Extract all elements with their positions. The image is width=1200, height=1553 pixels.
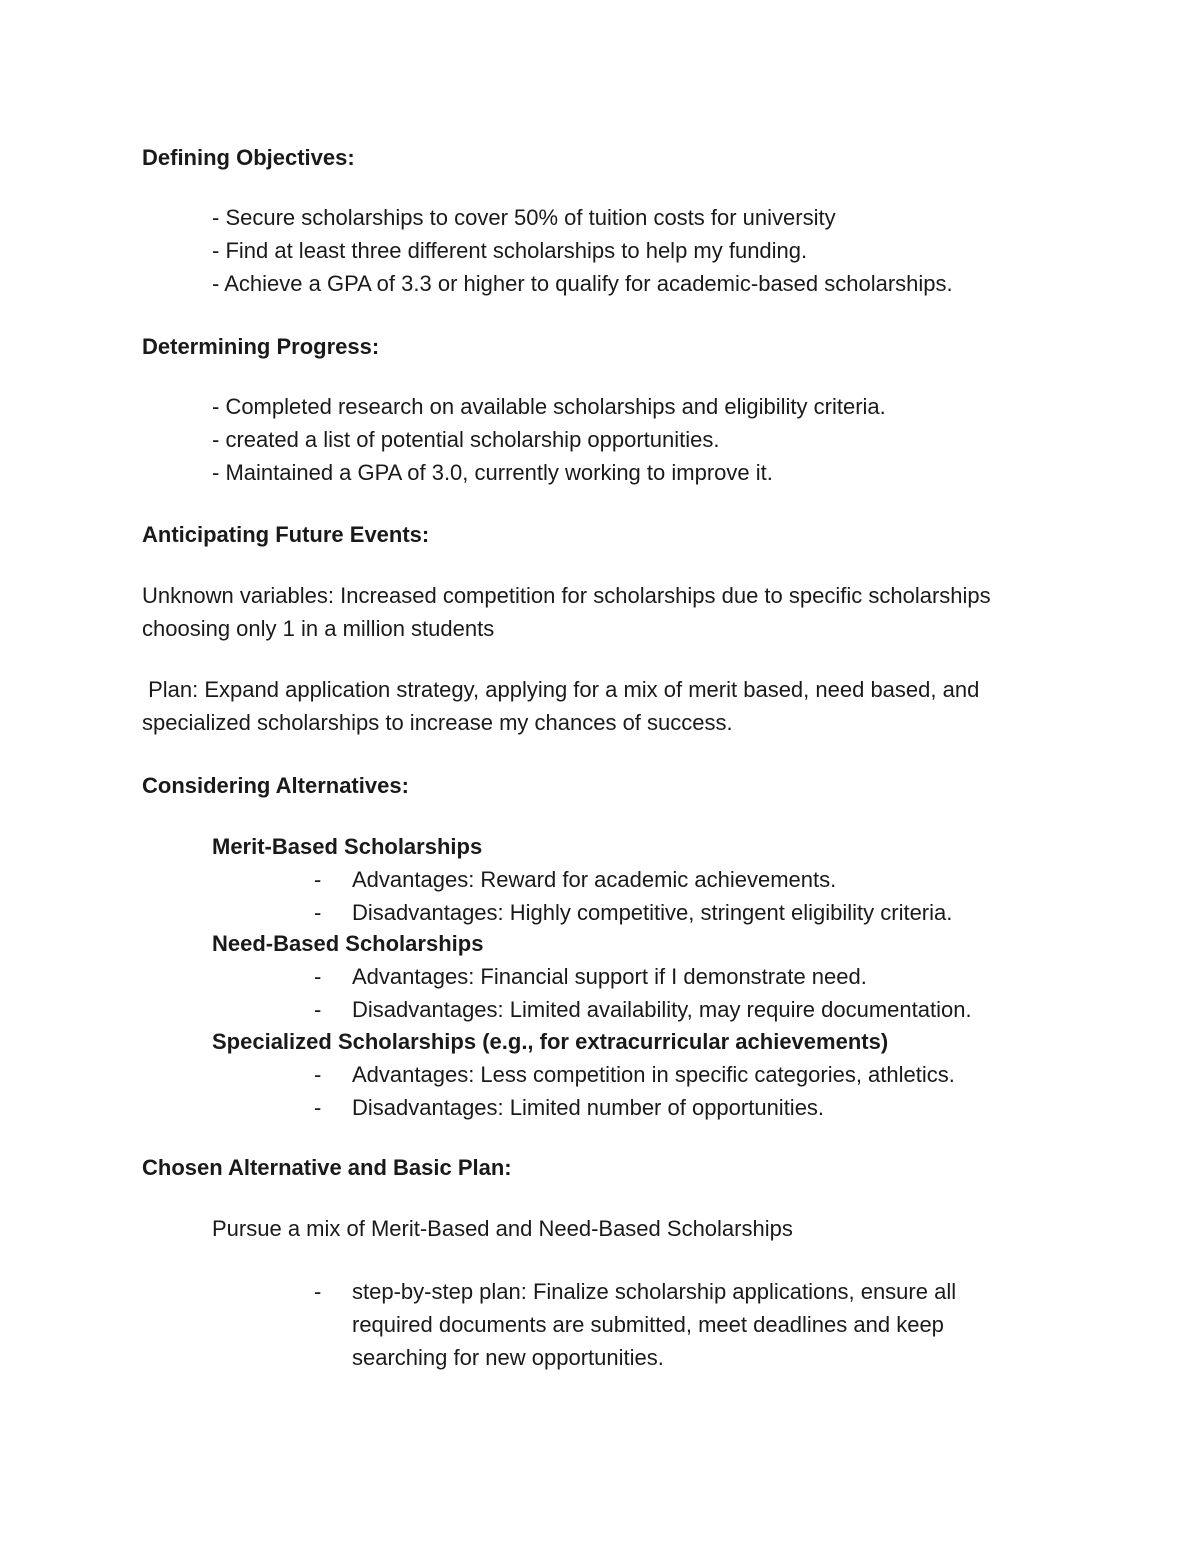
alternative-title-need: Need-Based Scholarships [212,931,484,956]
dash-bullet: - [314,900,322,925]
alternative-title-merit: Merit-Based Scholarships [212,834,483,859]
need-disadvantages: Disadvantages: Limited availability, may require documentation. [352,997,972,1022]
alternative-title-specialized: Specialized Scholarships (e.g., for extracurricular achievements) [212,1029,889,1054]
objective-item: - Secure scholarships to cover 50% of tuition costs for university [212,205,836,230]
step-plan-text-cont: searching for new opportunities. [352,1345,664,1370]
progress-item: - created a list of potential scholarship opportunities. [212,427,720,452]
chosen-summary: Pursue a mix of Merit-Based and Need-Based Scholarships [212,1216,793,1241]
dash-bullet: - [314,964,322,989]
step-plan-text: step-by-step plan: Finalize scholarship applications, ensure all [352,1279,957,1304]
progress-heading: Determining Progress: [142,334,380,359]
unknown-variables-text: Unknown variables: Increased competition for scholarships due to specific scholarships [142,583,991,608]
progress-item: - Maintained a GPA of 3.0, currently working to improve it. [212,460,773,485]
dash-bullet: - [314,1095,322,1120]
objective-item: - Achieve a GPA of 3.3 or higher to qualify for academic-based scholarships. [212,271,953,296]
progress-item: - Completed research on available scholarships and eligibility criteria. [212,394,886,419]
future-heading: Anticipating Future Events: [142,522,430,547]
dash-bullet: - [314,1279,322,1304]
merit-disadvantages: Disadvantages: Highly competitive, stringent eligibility criteria. [352,900,953,925]
unknown-variables-text-cont: choosing only 1 in a million students [142,616,495,641]
plan-text-cont: specialized scholarships to increase my chances of success. [142,710,733,735]
step-plan-text-cont: required documents are submitted, meet deadlines and keep [352,1312,944,1337]
objectives-heading: Defining Objectives: [142,145,355,170]
objective-item: - Find at least three different scholarships to help my funding. [212,238,808,263]
merit-advantages: Advantages: Reward for academic achievements. [352,867,837,892]
specialized-disadvantages: Disadvantages: Limited number of opportunities. [352,1095,825,1120]
chosen-heading: Chosen Alternative and Basic Plan: [142,1155,512,1180]
dash-bullet: - [314,997,322,1022]
plan-text: Plan: Expand application strategy, applying for a mix of merit based, need based, and [142,677,980,702]
dash-bullet: - [314,867,322,892]
alternatives-heading: Considering Alternatives: [142,773,409,798]
specialized-advantages: Advantages: Less competition in specific categories, athletics. [352,1062,955,1087]
dash-bullet: - [314,1062,322,1087]
need-advantages: Advantages: Financial support if I demonstrate need. [352,964,867,989]
